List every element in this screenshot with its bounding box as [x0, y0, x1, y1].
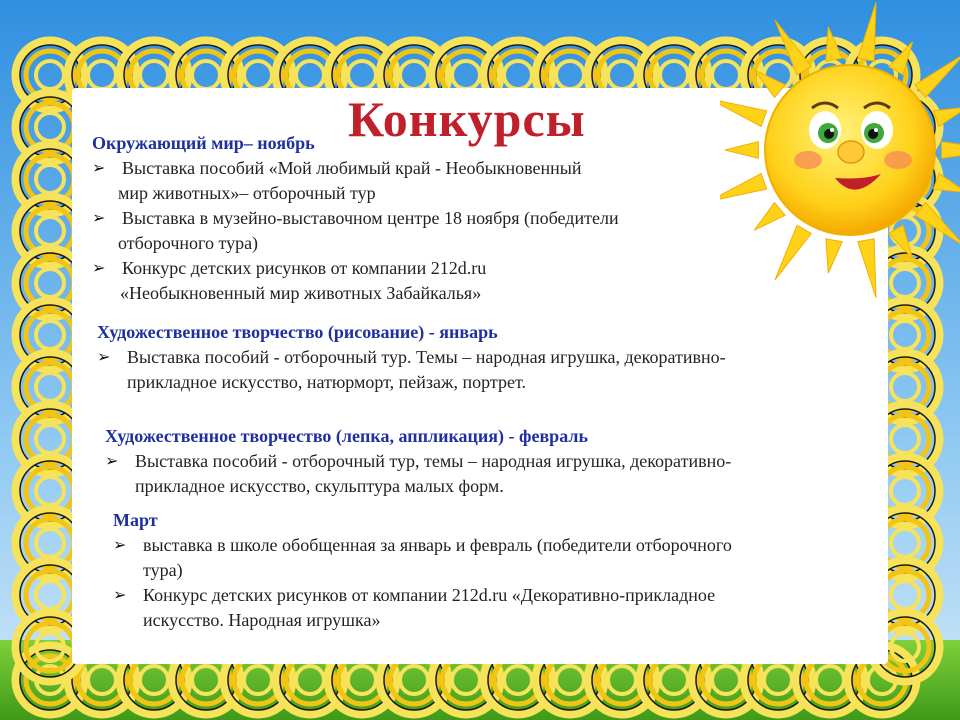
sun-ray — [942, 142, 960, 159]
item-line: Выставка пособий «Мой любимый край - Необыкновенный — [122, 158, 582, 178]
sun-ray — [915, 54, 960, 98]
item-line: Конкурс детских рисунков от компании 212d.ru «Декоративно-прикладное — [143, 585, 716, 605]
sun-ray — [889, 42, 913, 75]
arrow-bullet-icon: ➢ — [92, 160, 106, 177]
section-march — [113, 510, 732, 633]
section-heading: Март — [113, 510, 158, 530]
section-heading: Художественное творчество (лепка, аппликация) - февраль — [105, 426, 588, 446]
list-item — [92, 206, 619, 256]
section-nature — [92, 133, 619, 306]
sun-ray — [754, 70, 785, 98]
sun-ray — [725, 142, 758, 159]
list-item — [105, 449, 731, 499]
sun-ray — [858, 239, 876, 298]
item-line: прикладное искусство, натюрморт, пейзаж, портрет. — [127, 372, 526, 392]
sun-ray — [775, 225, 811, 280]
item-line: «Необыкновенный мир животных Забайкалья» — [120, 283, 482, 303]
sun-ray — [858, 2, 876, 61]
section-modeling — [105, 426, 731, 499]
arrow-bullet-icon: ➢ — [92, 210, 106, 227]
list-item — [92, 256, 619, 306]
sun-ray — [915, 203, 960, 247]
item-line: Конкурс детских рисунков от компании 212d.ru — [122, 258, 487, 278]
arrow-bullet-icon: ➢ — [97, 349, 111, 366]
item-line: выставка в школе обобщенная за январь и февраль (победители отборочного — [143, 535, 732, 555]
sun-ray — [933, 107, 960, 126]
section-drawing — [97, 322, 726, 395]
sun-ray — [720, 99, 767, 127]
page-title: Конкурсы — [348, 91, 586, 147]
list-item — [113, 533, 732, 583]
section-heading: Окружающий мир– ноябрь — [92, 133, 315, 153]
section-heading: Художественное творчество (рисование) - январь — [97, 322, 498, 342]
list-item — [92, 156, 619, 206]
sun-ray — [826, 239, 842, 273]
item-line: отборочного тура) — [118, 233, 259, 253]
sun-ray — [826, 27, 842, 61]
arrow-bullet-icon: ➢ — [113, 587, 127, 604]
item-line: тура) — [143, 560, 183, 580]
arrow-bullet-icon: ➢ — [105, 453, 119, 470]
sun-ray — [775, 20, 811, 75]
sun-ray — [720, 174, 767, 202]
arrow-bullet-icon: ➢ — [92, 260, 106, 277]
item-line: мир животных»– отборочный тур — [118, 183, 376, 203]
item-line: Выставка пособий - отборочный тур. Темы – народная игрушка, декоративно- — [127, 347, 726, 367]
arrow-bullet-icon: ➢ — [113, 537, 127, 554]
sun-ray — [754, 203, 785, 231]
item-line: Выставка пособий - отборочный тур, темы – народная игрушка, декоративно- — [135, 451, 732, 471]
sun-illustration — [720, 0, 960, 320]
list-item — [113, 583, 732, 633]
item-line: искусство. Народная игрушка» — [143, 610, 381, 630]
sun-ray — [889, 225, 913, 258]
item-line: прикладное искусство, скульптура малых форм. — [135, 476, 504, 496]
sun-ray — [933, 174, 960, 193]
item-line: Выставка в музейно-выставочном центре 18 ноября (победители — [122, 208, 619, 228]
list-item — [97, 345, 726, 395]
